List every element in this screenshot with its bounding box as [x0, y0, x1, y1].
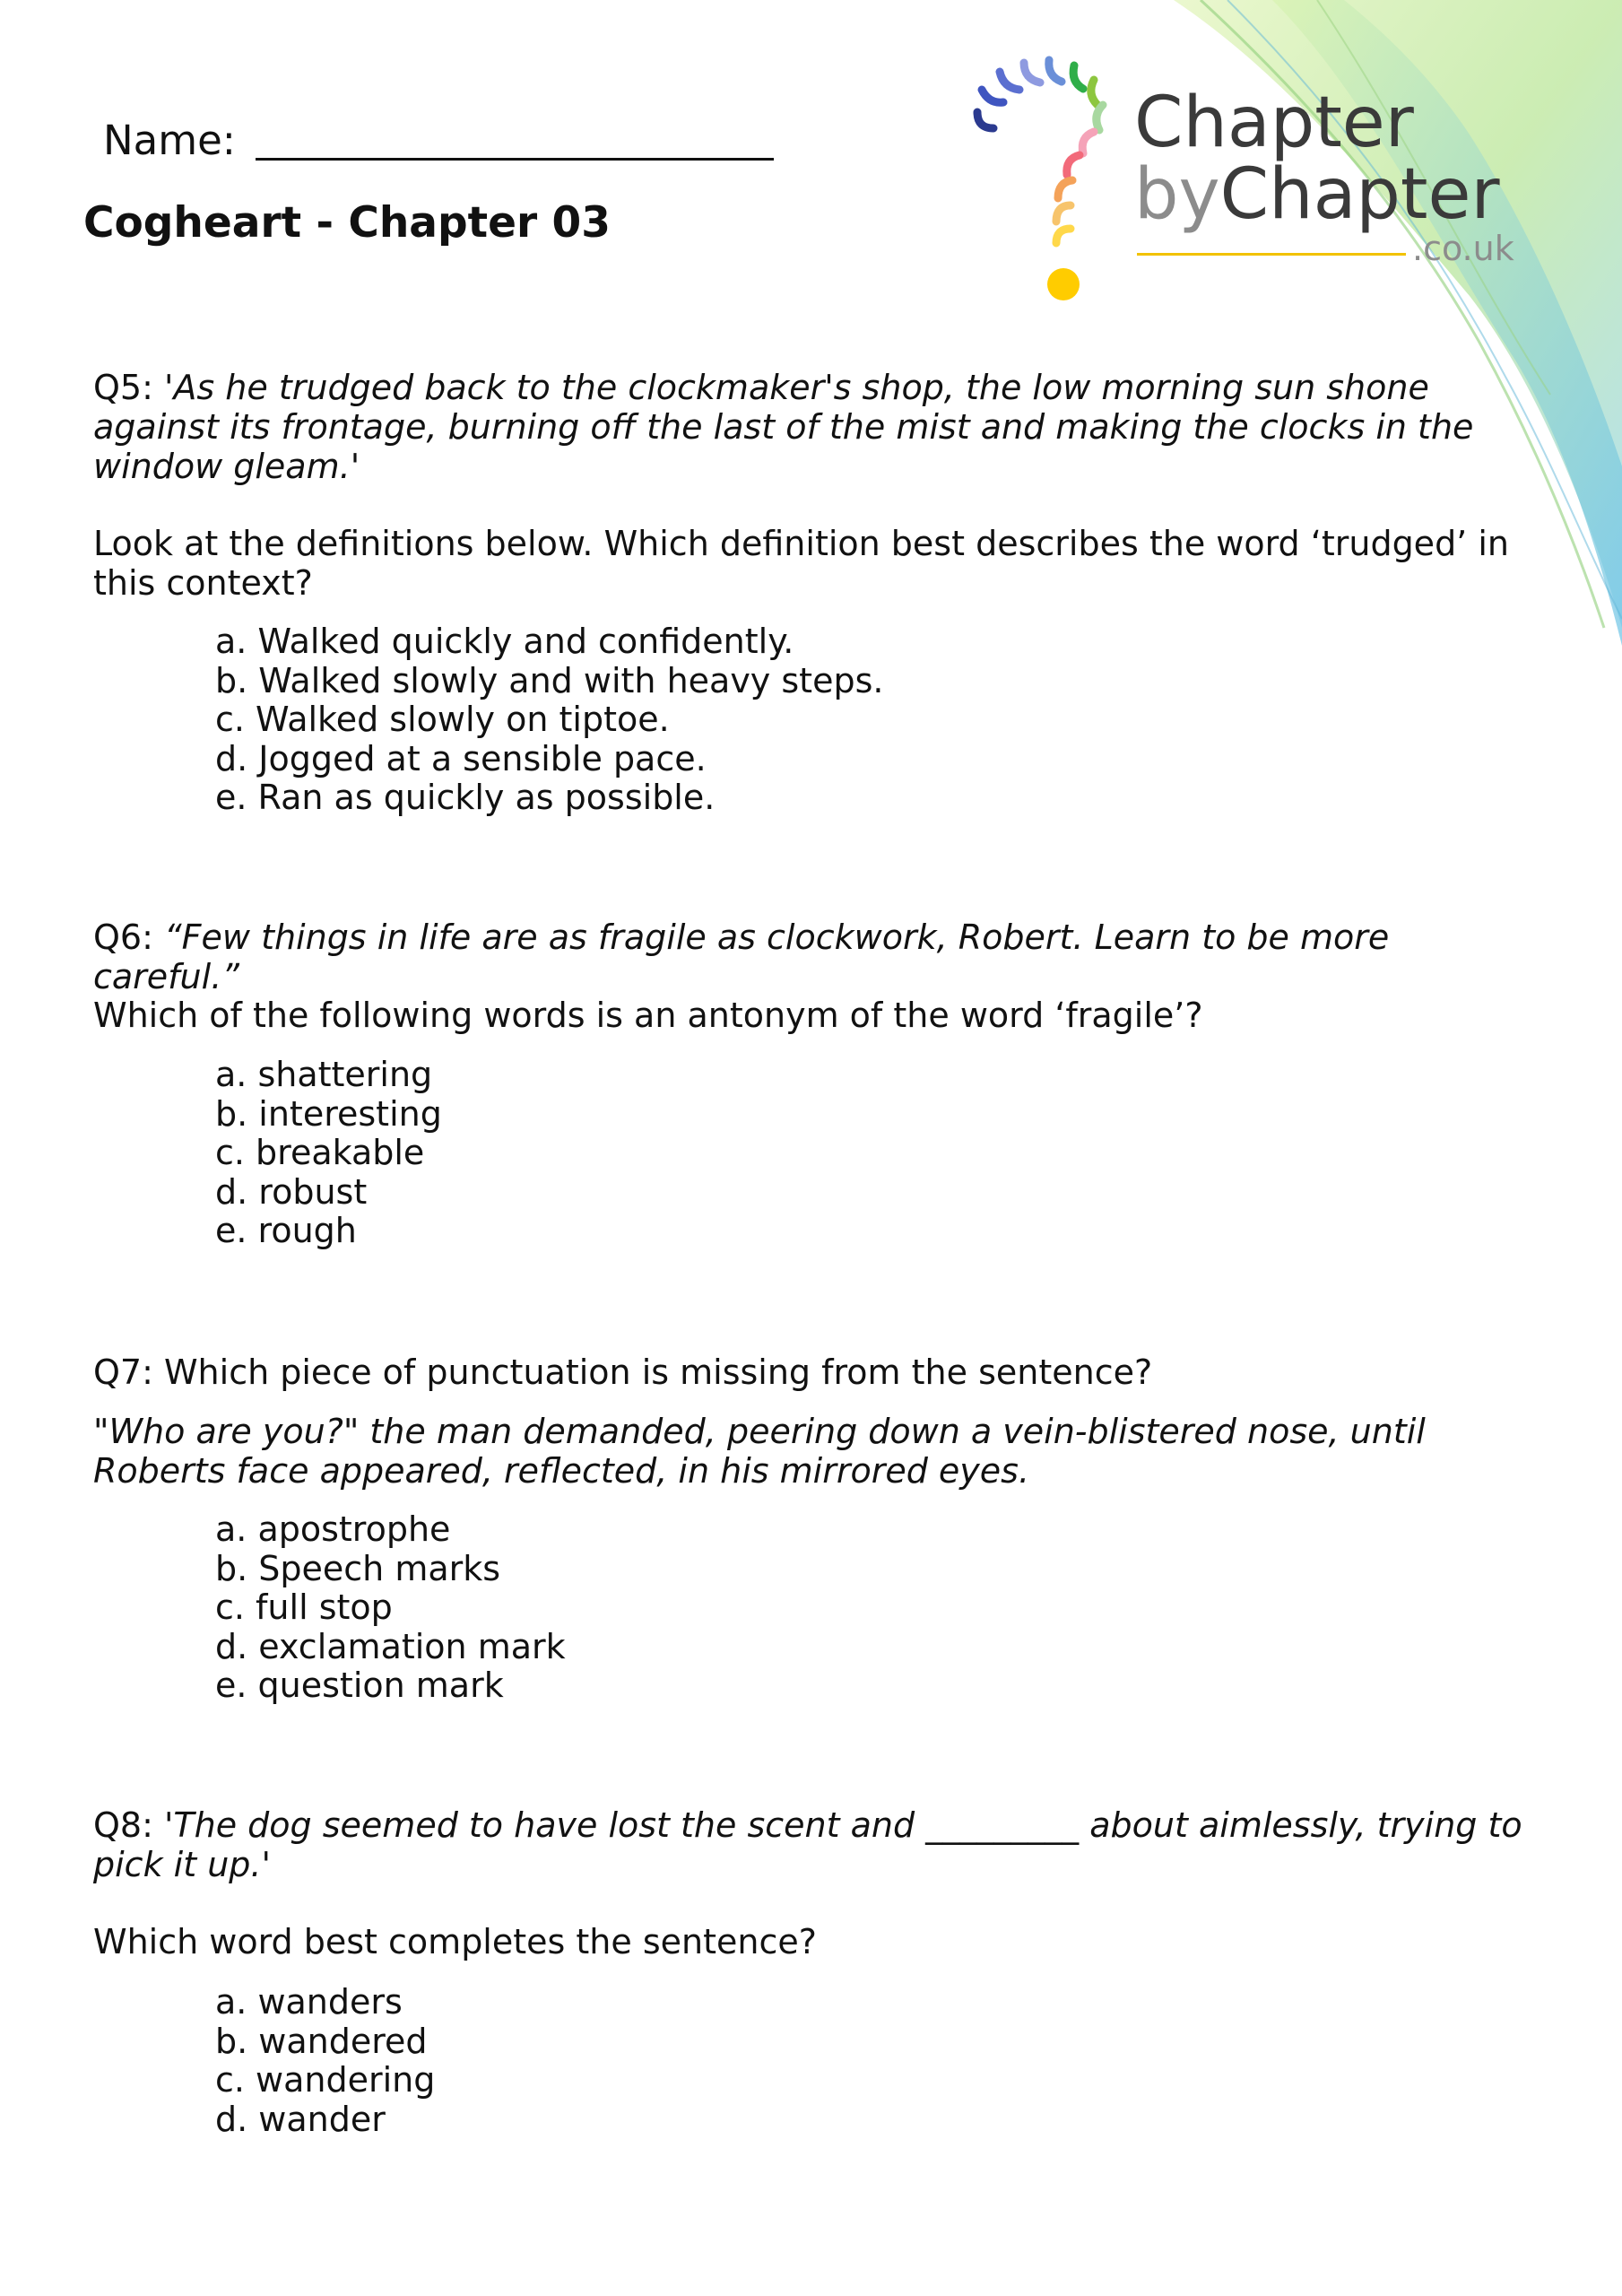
- logo-underline: [1137, 253, 1406, 256]
- option[interactable]: c. full stop: [215, 1587, 393, 1627]
- question-7-options: [215, 1510, 566, 1706]
- option[interactable]: e. question mark: [215, 1665, 504, 1705]
- question-prompt: Which piece of punctuation is missing from the sentence?: [163, 1352, 1153, 1392]
- name-input-line[interactable]: [256, 118, 774, 161]
- question-8: [93, 1805, 1528, 1884]
- option[interactable]: b. wandered: [215, 2021, 428, 2061]
- option[interactable]: a. wanders: [215, 1982, 403, 2022]
- logo-text-by: by: [1134, 154, 1220, 235]
- option[interactable]: a. shattering: [215, 1055, 433, 1094]
- option[interactable]: d. Jogged at a sensible pace.: [215, 738, 707, 778]
- option[interactable]: e. rough: [215, 1211, 357, 1250]
- question-6: [93, 918, 1528, 996]
- question-6-options: [215, 1056, 442, 1251]
- question-7: [93, 1352, 1528, 1392]
- option[interactable]: b. Speech marks: [215, 1548, 501, 1588]
- question-5: [93, 368, 1528, 486]
- question-quote: “Few things in life are as fragile as clockwork, Robert. Learn to be more careful.”: [93, 918, 1390, 996]
- option[interactable]: e. Ran as quickly as possible.: [215, 778, 716, 817]
- option[interactable]: d. wander: [215, 2099, 386, 2139]
- option[interactable]: b. Walked slowly and with heavy steps.: [215, 660, 884, 700]
- option[interactable]: d. robust: [215, 1171, 368, 1212]
- page-title: Cogheart - Chapter 03: [83, 198, 611, 248]
- question-8-options: [215, 1983, 435, 2139]
- logo-text-chapter-2: Chapter: [1219, 154, 1500, 235]
- option[interactable]: c. wandering: [215, 2060, 436, 2100]
- question-quote: 'The dog seemed to have lost the scent and _________ about aimlessly, trying to pick it up.': [93, 1805, 1522, 1884]
- question-5-prompt: Look at the definitions below. Which definition best describes the word ‘trudged’ in this context?: [93, 524, 1509, 603]
- logo-text-by-chapter: [1134, 154, 1500, 235]
- name-label: Name:: [103, 117, 236, 164]
- question-5-options: [215, 622, 883, 818]
- option[interactable]: c. breakable: [215, 1133, 425, 1172]
- name-row: [103, 117, 774, 164]
- question-label: Q5:: [93, 368, 153, 407]
- option[interactable]: a. Walked quickly and confidently.: [215, 622, 794, 661]
- logo-text-chapter: Chapter: [1134, 83, 1414, 163]
- question-label: Q8:: [93, 1805, 153, 1845]
- option[interactable]: a. apostrophe: [215, 1509, 451, 1549]
- option[interactable]: b. interesting: [215, 1093, 442, 1134]
- question-quote: 'As he trudged back to the clockmaker's shop, the low morning sun shone against its frontage, burning off the last of the mist and making the clocks in the window gleam.': [93, 368, 1474, 486]
- question-8-prompt: Which word best completes the sentence?: [93, 1922, 817, 1961]
- question-label: Q6:: [93, 918, 153, 957]
- option[interactable]: d. exclamation mark: [215, 1626, 566, 1666]
- option[interactable]: c. Walked slowly on tiptoe.: [215, 700, 670, 739]
- question-6-prompt: Which of the following words is an antonym of the word ‘fragile’?: [93, 996, 1203, 1035]
- question-7-quote: "Who are you?" the man demanded, peering down a vein-blistered nose, until Roberts face appeared, reflected, in his mirrored eyes.: [93, 1412, 1426, 1491]
- logo-suffix: .co.uk: [1412, 229, 1514, 268]
- question-label: Q7:: [93, 1352, 153, 1392]
